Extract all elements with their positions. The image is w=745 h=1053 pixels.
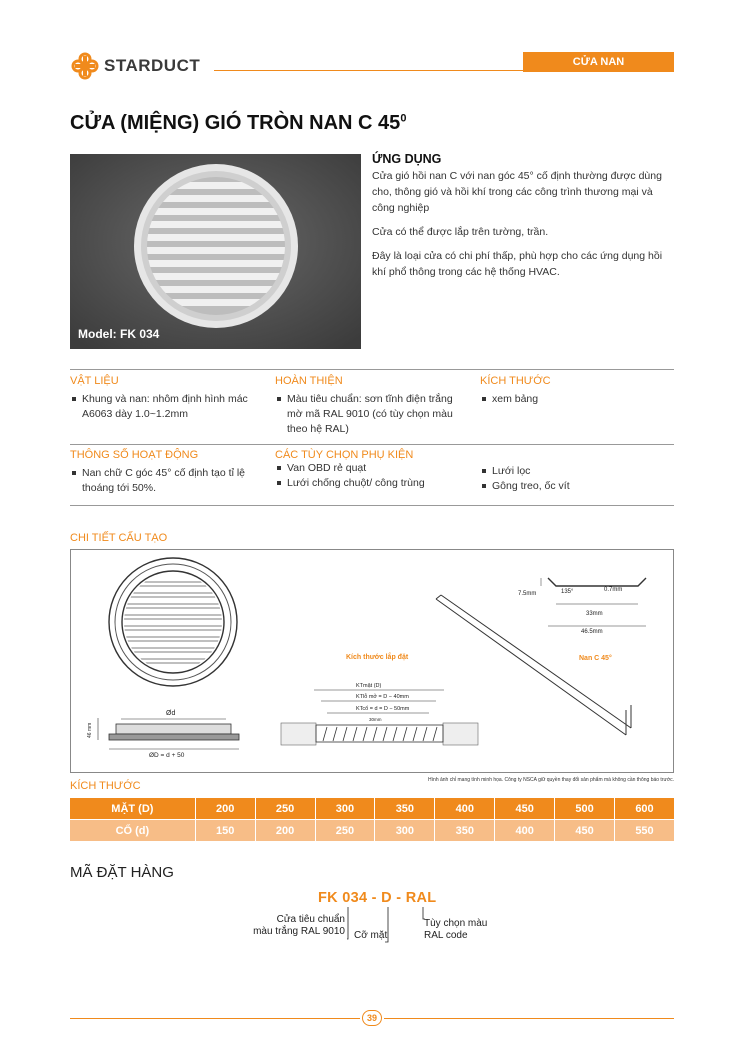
table-cell: 300 [375, 820, 435, 842]
label-d: Ød [166, 710, 176, 717]
table-cell: 350 [375, 798, 435, 820]
footer-line-left [70, 1018, 360, 1019]
order-code: FK 034 - D - RAL [318, 890, 437, 906]
header-divider [214, 70, 525, 71]
table-row [70, 798, 675, 820]
page-title-text: CỬA (MIỆNG) GIÓ TRÒN NAN C 45 [70, 112, 401, 134]
label-D: ØD = d + 50 [149, 752, 185, 759]
caption-standard-color [250, 914, 345, 938]
order-heading: MÃ ĐẶT HÀNG [70, 864, 174, 881]
table-cell: 500 [555, 798, 615, 820]
table-cell: 450 [555, 820, 615, 842]
row-label: MẶT (D) [70, 798, 196, 820]
brand-logo [70, 52, 220, 80]
spec-bottom-rule [70, 505, 674, 506]
row-label: CỔ (d) [70, 820, 196, 842]
install-label: Kích thước lắp đặt [346, 654, 409, 661]
table-cell: 200 [255, 820, 315, 842]
spec-item: Màu tiêu chuẩn: sơn tĩnh điện trắng mờ mã RAL 9010 (có tùy chọn màu theo hệ RAL) [275, 392, 465, 437]
kt-mo-label: KTlỗ mở = D − 40mm [356, 694, 409, 700]
application-paragraph: Cửa có thể được lắp trên tường, trần. [372, 226, 549, 238]
page-title-degree: 0 [400, 112, 407, 125]
table-cell: 450 [495, 798, 555, 820]
caption-line: Tùy chọn màu [424, 918, 488, 929]
spec-accessories-col2 [480, 464, 670, 494]
table-cell: 600 [614, 798, 674, 820]
table-cell: 250 [315, 820, 375, 842]
caption-line: màu trắng RAL 9010 [253, 926, 345, 937]
spec-finish [275, 375, 465, 437]
dims-heading: KÍCH THƯỚC [70, 780, 141, 792]
30mm-label: 30mm [369, 717, 382, 722]
thickness-label: 0.7mm [604, 587, 623, 593]
spec-item: Nan chữ C góc 45° cố định tạo tỉ lệ thoáng tới 50%. [70, 466, 265, 496]
caption-face-size: Cỡ mặt [354, 930, 388, 941]
angle-label: 135° [561, 589, 574, 595]
application-paragraph: Đây là loại cửa có chi phí thấp, phù hợp cho các ứng dụng hồi khí phổ thông trong các hệ thống HVAC. [372, 250, 663, 278]
product-photo [70, 154, 361, 349]
starduct-logo-icon [70, 51, 100, 81]
table-row [70, 820, 675, 842]
footer-line-right [384, 1018, 674, 1019]
nan-c-label: Nan C 45° [579, 655, 612, 662]
caption-ral-option [424, 918, 487, 942]
table-cell: 150 [195, 820, 255, 842]
dims-table-grid [69, 797, 675, 842]
application-paragraph: Cửa gió hồi nan C với nan góc 45° cố định thường được dùng cho, thông gió và hồi khí trong các công trình thương mại và công nghiệp [372, 170, 662, 214]
round-grille-image [70, 154, 361, 349]
table-cell: 250 [255, 798, 315, 820]
kt-mat-label: KTmặt (D) [356, 683, 382, 689]
table-cell: 550 [614, 820, 674, 842]
spec-accessories [275, 449, 475, 491]
kt-co-label: KTcổ = d = D − 50mm [356, 706, 410, 712]
spec-heading: THÔNG SỐ HOẠT ĐỘNG [70, 449, 199, 461]
disclaimer-note: Hình ảnh chỉ mang tính minh họa. Công ty NSCA giữ quyền thay đổi sản phẩm mà không cần thông báo trước. [428, 777, 674, 783]
spec-item: Van OBD rẻ quạt [275, 461, 475, 476]
spec-heading: KÍCH THƯỚC [480, 375, 551, 387]
caption-line: RAL code [424, 930, 468, 941]
spec-material [70, 375, 260, 422]
page-number: 39 [362, 1010, 382, 1026]
table-cell: 300 [315, 798, 375, 820]
table-cell: 400 [495, 820, 555, 842]
spec-top-rule [70, 369, 674, 370]
label-height: 46 mm [87, 722, 93, 738]
brand-name: STARDUCT [104, 56, 201, 75]
dims-table [69, 797, 675, 842]
section-tab: CỬA NAN [523, 52, 674, 72]
table-cell: 350 [435, 820, 495, 842]
detail-heading: CHI TIẾT CẤU TẠO [70, 532, 168, 544]
application-heading: ỨNG DỤNG [372, 152, 442, 166]
spec-size [480, 375, 670, 407]
spec-item: xem bảng [480, 392, 670, 407]
model-label: Model: FK 034 [78, 327, 160, 341]
spec-item: Khung và nan: nhôm định hình mác A6063 dày 1.0~1.2mm [70, 392, 260, 422]
height-label: 7.5mm [518, 591, 537, 597]
page-title [70, 112, 406, 135]
caption-line: Cửa tiêu chuẩn [276, 914, 345, 925]
spec-item: Gông treo, ốc vít [480, 479, 670, 494]
spec-operation [70, 449, 265, 496]
spec-mid-rule [70, 444, 674, 445]
total-width-label: 46.5mm [581, 629, 603, 635]
spec-heading: VẬT LIỆU [70, 375, 119, 387]
spec-item: Lưới chống chuột/ công trùng [275, 476, 475, 491]
spec-heading: HOÀN THIỆN [275, 375, 343, 387]
spec-heading: CÁC TÙY CHỌN PHỤ KIỆN [275, 449, 414, 461]
construction-diagram [70, 549, 674, 773]
technical-drawing [71, 550, 675, 774]
table-cell: 400 [435, 798, 495, 820]
width-label: 33mm [586, 611, 603, 617]
application-section [372, 151, 677, 288]
spec-item: Lưới lọc [480, 464, 670, 479]
table-cell: 200 [195, 798, 255, 820]
